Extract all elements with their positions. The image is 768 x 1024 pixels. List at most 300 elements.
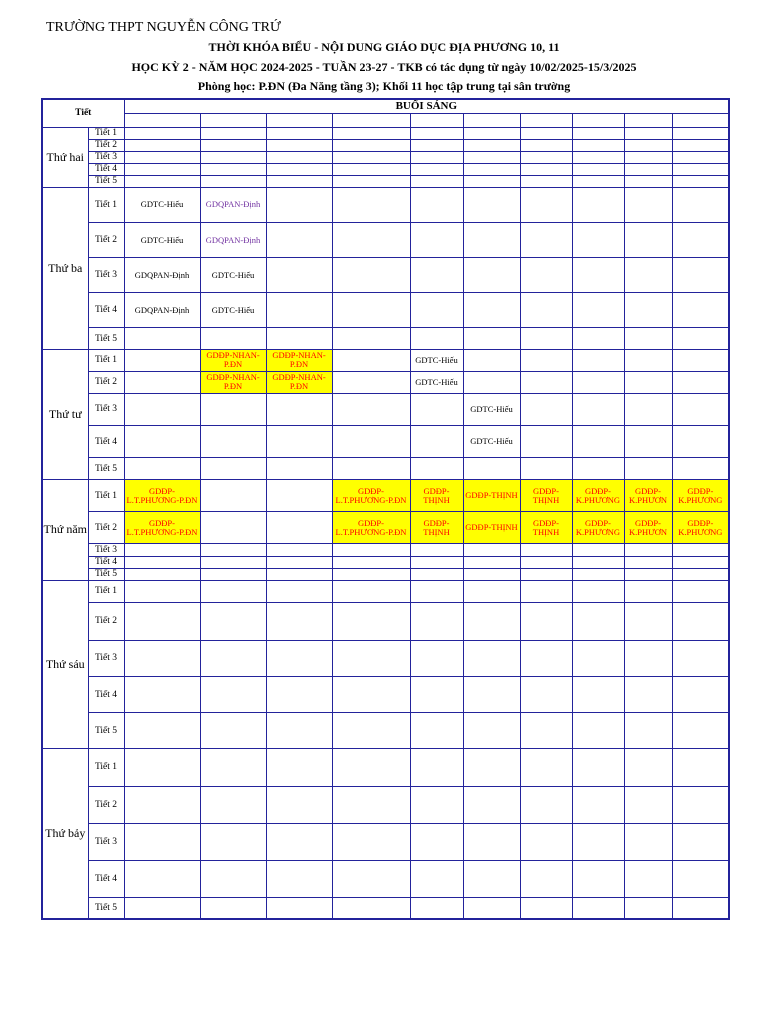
period-label: Tiết 5 bbox=[88, 328, 124, 349]
empty-cell bbox=[410, 568, 463, 580]
empty-cell bbox=[624, 139, 672, 151]
period-label: Tiết 3 bbox=[88, 258, 124, 293]
empty-cell bbox=[410, 713, 463, 749]
empty-cell bbox=[672, 425, 729, 457]
empty-cell bbox=[332, 786, 410, 823]
school-name: TRƯỜNG THPT NGUYỄN CÔNG TRỨ bbox=[46, 20, 281, 35]
empty-cell bbox=[124, 556, 200, 568]
empty-cell bbox=[200, 860, 266, 897]
empty-cell bbox=[200, 127, 266, 139]
empty-cell bbox=[200, 328, 266, 349]
empty-cell bbox=[520, 293, 572, 328]
table-row bbox=[42, 556, 729, 568]
empty-cell bbox=[266, 163, 332, 175]
table-row bbox=[42, 544, 729, 556]
empty-cell bbox=[200, 568, 266, 580]
empty-cell bbox=[624, 568, 672, 580]
empty-cell bbox=[672, 898, 729, 919]
day-label: Thứ bảy bbox=[42, 749, 88, 919]
class-cell: GDQPAN-Định bbox=[200, 223, 266, 258]
empty-cell bbox=[520, 113, 572, 127]
empty-cell bbox=[672, 293, 729, 328]
period-label: Tiết 4 bbox=[88, 677, 124, 713]
empty-cell bbox=[410, 556, 463, 568]
empty-cell bbox=[266, 544, 332, 556]
empty-cell bbox=[332, 458, 410, 480]
empty-cell bbox=[463, 786, 520, 823]
empty-cell bbox=[672, 677, 729, 713]
class-cell: GDQPAN-Định bbox=[124, 293, 200, 328]
empty-cell bbox=[410, 544, 463, 556]
empty-cell bbox=[332, 749, 410, 786]
empty-cell bbox=[520, 823, 572, 860]
empty-cell bbox=[520, 187, 572, 222]
empty-cell bbox=[266, 258, 332, 293]
empty-cell bbox=[200, 556, 266, 568]
table-row bbox=[42, 713, 729, 749]
session-header: BUỔI SÁNG bbox=[124, 99, 729, 113]
empty-cell bbox=[410, 328, 463, 349]
class-cell: GDĐP-L.T.PHƯƠNG-P.ĐN bbox=[124, 480, 200, 512]
table-row bbox=[42, 860, 729, 897]
empty-cell bbox=[124, 602, 200, 640]
empty-cell bbox=[266, 175, 332, 187]
class-cell: GDĐP-NHAN-P.ĐN bbox=[266, 349, 332, 371]
class-cell: GDĐP-THỊNH bbox=[520, 480, 572, 512]
empty-cell bbox=[672, 640, 729, 676]
empty-cell bbox=[332, 293, 410, 328]
empty-cell bbox=[410, 860, 463, 897]
empty-cell bbox=[266, 127, 332, 139]
empty-cell bbox=[672, 163, 729, 175]
empty-cell bbox=[572, 113, 624, 127]
empty-cell bbox=[200, 175, 266, 187]
period-label: Tiết 4 bbox=[88, 163, 124, 175]
empty-cell bbox=[200, 512, 266, 544]
empty-cell bbox=[200, 580, 266, 602]
period-label: Tiết 1 bbox=[88, 749, 124, 786]
table-row bbox=[42, 640, 729, 676]
empty-cell bbox=[463, 258, 520, 293]
empty-cell bbox=[124, 371, 200, 393]
period-label: Tiết 5 bbox=[88, 713, 124, 749]
empty-cell bbox=[572, 898, 624, 919]
empty-cell bbox=[672, 458, 729, 480]
empty-cell bbox=[410, 127, 463, 139]
empty-cell bbox=[410, 258, 463, 293]
table-row bbox=[42, 677, 729, 713]
empty-cell bbox=[624, 223, 672, 258]
class-cell: GDĐP-L.T.PHƯƠNG-P.ĐN bbox=[332, 512, 410, 544]
class-cell: GDTC-Hiếu bbox=[463, 425, 520, 457]
empty-cell bbox=[124, 640, 200, 676]
empty-cell bbox=[266, 898, 332, 919]
empty-cell bbox=[124, 139, 200, 151]
empty-cell bbox=[624, 580, 672, 602]
class-cell: GDĐP-THỊNH bbox=[463, 480, 520, 512]
table-row bbox=[42, 127, 729, 139]
period-label: Tiết 4 bbox=[88, 556, 124, 568]
empty-cell bbox=[200, 640, 266, 676]
empty-cell bbox=[200, 163, 266, 175]
page-title: THỜI KHÓA BIỂU - NỘI DUNG GIÁO DỤC ĐỊA PHƯƠNG 10, 11 bbox=[208, 40, 560, 54]
room-info: Phòng học: P.ĐN (Đa Năng tầng 3); Khối 11 học tập trung tại sân trường bbox=[197, 79, 571, 93]
empty-cell bbox=[572, 677, 624, 713]
table-row bbox=[42, 293, 729, 328]
day-label: Thứ hai bbox=[42, 127, 88, 187]
table-row bbox=[42, 580, 729, 602]
day-label: Thứ năm bbox=[42, 480, 88, 580]
timetable bbox=[41, 98, 730, 920]
class-cell: GDĐP-K.PHƯƠNG bbox=[672, 512, 729, 544]
table-row bbox=[42, 602, 729, 640]
header-row bbox=[42, 99, 729, 113]
table-row bbox=[42, 151, 729, 163]
empty-cell bbox=[572, 568, 624, 580]
empty-cell bbox=[200, 425, 266, 457]
empty-cell bbox=[200, 713, 266, 749]
empty-cell bbox=[463, 175, 520, 187]
empty-cell bbox=[624, 860, 672, 897]
empty-cell bbox=[332, 713, 410, 749]
empty-cell bbox=[410, 223, 463, 258]
period-label: Tiết 2 bbox=[88, 371, 124, 393]
empty-cell bbox=[572, 580, 624, 602]
empty-cell bbox=[624, 328, 672, 349]
empty-cell bbox=[266, 568, 332, 580]
empty-cell bbox=[266, 713, 332, 749]
empty-cell bbox=[124, 393, 200, 425]
empty-cell bbox=[200, 602, 266, 640]
empty-cell bbox=[463, 860, 520, 897]
period-label: Tiết 3 bbox=[88, 640, 124, 676]
empty-cell bbox=[572, 749, 624, 786]
empty-cell bbox=[266, 602, 332, 640]
empty-cell bbox=[410, 458, 463, 480]
empty-cell bbox=[332, 568, 410, 580]
empty-cell bbox=[410, 151, 463, 163]
empty-cell bbox=[332, 640, 410, 676]
empty-cell bbox=[520, 349, 572, 371]
empty-cell bbox=[266, 393, 332, 425]
timetable-body bbox=[42, 99, 729, 919]
empty-cell bbox=[124, 113, 200, 127]
period-label: Tiết 2 bbox=[88, 786, 124, 823]
empty-cell bbox=[672, 786, 729, 823]
empty-cell bbox=[520, 544, 572, 556]
empty-cell bbox=[463, 127, 520, 139]
empty-cell bbox=[266, 223, 332, 258]
period-label: Tiết 1 bbox=[88, 349, 124, 371]
empty-cell bbox=[572, 556, 624, 568]
empty-cell bbox=[266, 749, 332, 786]
empty-cell bbox=[624, 175, 672, 187]
class-cell: GDTC-Hiếu bbox=[124, 223, 200, 258]
class-cell: GDTC-Hiếu bbox=[410, 371, 463, 393]
empty-cell bbox=[572, 163, 624, 175]
empty-cell bbox=[266, 113, 332, 127]
empty-cell bbox=[332, 602, 410, 640]
empty-cell bbox=[624, 187, 672, 222]
empty-cell bbox=[572, 223, 624, 258]
table-row bbox=[42, 223, 729, 258]
empty-cell bbox=[572, 425, 624, 457]
empty-cell bbox=[624, 349, 672, 371]
empty-cell bbox=[124, 749, 200, 786]
table-row bbox=[42, 898, 729, 919]
empty-cell bbox=[410, 187, 463, 222]
empty-cell bbox=[410, 640, 463, 676]
period-label: Tiết 5 bbox=[88, 458, 124, 480]
empty-cell bbox=[572, 458, 624, 480]
empty-cell bbox=[463, 139, 520, 151]
class-cell: GDĐP-L.T.PHƯƠNG-P.ĐN bbox=[332, 480, 410, 512]
empty-cell bbox=[200, 113, 266, 127]
class-cell: GDĐP-K.PHƯƠN bbox=[624, 480, 672, 512]
empty-cell bbox=[124, 151, 200, 163]
period-label: Tiết 3 bbox=[88, 823, 124, 860]
empty-cell bbox=[463, 163, 520, 175]
empty-cell bbox=[332, 393, 410, 425]
empty-cell bbox=[624, 113, 672, 127]
empty-cell bbox=[624, 393, 672, 425]
empty-cell bbox=[463, 293, 520, 328]
empty-cell bbox=[332, 328, 410, 349]
empty-cell bbox=[624, 677, 672, 713]
period-label: Tiết 2 bbox=[88, 139, 124, 151]
empty-cell bbox=[672, 713, 729, 749]
table-row bbox=[42, 512, 729, 544]
empty-cell bbox=[624, 163, 672, 175]
empty-cell bbox=[332, 898, 410, 919]
empty-cell bbox=[332, 349, 410, 371]
empty-cell bbox=[124, 175, 200, 187]
empty-cell bbox=[410, 823, 463, 860]
empty-cell bbox=[520, 371, 572, 393]
empty-cell bbox=[463, 823, 520, 860]
empty-cell bbox=[266, 580, 332, 602]
empty-cell bbox=[332, 151, 410, 163]
empty-cell bbox=[572, 393, 624, 425]
empty-cell bbox=[520, 860, 572, 897]
empty-cell bbox=[124, 860, 200, 897]
empty-cell bbox=[624, 786, 672, 823]
header-subrow bbox=[42, 113, 729, 127]
class-cell: GDĐP-K.PHƯƠN bbox=[624, 512, 672, 544]
empty-cell bbox=[332, 425, 410, 457]
empty-cell bbox=[520, 175, 572, 187]
empty-cell bbox=[672, 544, 729, 556]
empty-cell bbox=[624, 371, 672, 393]
empty-cell bbox=[572, 293, 624, 328]
empty-cell bbox=[520, 580, 572, 602]
empty-cell bbox=[572, 823, 624, 860]
table-row bbox=[42, 187, 729, 222]
empty-cell bbox=[463, 568, 520, 580]
empty-cell bbox=[124, 677, 200, 713]
empty-cell bbox=[266, 293, 332, 328]
empty-cell bbox=[463, 458, 520, 480]
empty-cell bbox=[266, 860, 332, 897]
empty-cell bbox=[624, 293, 672, 328]
empty-cell bbox=[672, 258, 729, 293]
empty-cell bbox=[572, 371, 624, 393]
empty-cell bbox=[410, 677, 463, 713]
period-label: Tiết 5 bbox=[88, 175, 124, 187]
empty-cell bbox=[624, 258, 672, 293]
empty-cell bbox=[520, 640, 572, 676]
empty-cell bbox=[520, 677, 572, 713]
table-row bbox=[42, 258, 729, 293]
period-label: Tiết 1 bbox=[88, 127, 124, 139]
empty-cell bbox=[572, 713, 624, 749]
empty-cell bbox=[410, 163, 463, 175]
period-label: Tiết 4 bbox=[88, 860, 124, 897]
empty-cell bbox=[124, 786, 200, 823]
empty-cell bbox=[200, 139, 266, 151]
empty-cell bbox=[520, 898, 572, 919]
day-label: Thứ tư bbox=[42, 349, 88, 480]
empty-cell bbox=[266, 640, 332, 676]
table-row bbox=[42, 328, 729, 349]
empty-cell bbox=[124, 458, 200, 480]
empty-cell bbox=[410, 602, 463, 640]
table-row bbox=[42, 371, 729, 393]
table-row bbox=[42, 139, 729, 151]
period-label: Tiết 3 bbox=[88, 544, 124, 556]
empty-cell bbox=[624, 749, 672, 786]
empty-cell bbox=[624, 713, 672, 749]
period-label: Tiết 1 bbox=[88, 187, 124, 222]
empty-cell bbox=[672, 113, 729, 127]
empty-cell bbox=[672, 602, 729, 640]
empty-cell bbox=[572, 151, 624, 163]
empty-cell bbox=[463, 580, 520, 602]
period-label: Tiết 4 bbox=[88, 425, 124, 457]
table-row bbox=[42, 458, 729, 480]
empty-cell bbox=[266, 425, 332, 457]
empty-cell bbox=[410, 749, 463, 786]
day-label: Thứ sáu bbox=[42, 580, 88, 749]
class-cell: GDĐP-THỊNH bbox=[463, 512, 520, 544]
empty-cell bbox=[520, 425, 572, 457]
empty-cell bbox=[520, 713, 572, 749]
table-row bbox=[42, 749, 729, 786]
class-cell: GDTC-Hiếu bbox=[124, 187, 200, 222]
empty-cell bbox=[410, 113, 463, 127]
day-label: Thứ ba bbox=[42, 187, 88, 349]
empty-cell bbox=[410, 393, 463, 425]
table-row bbox=[42, 425, 729, 457]
empty-cell bbox=[520, 568, 572, 580]
empty-cell bbox=[572, 860, 624, 897]
table-row bbox=[42, 393, 729, 425]
empty-cell bbox=[624, 898, 672, 919]
empty-cell bbox=[624, 127, 672, 139]
period-label: Tiết 5 bbox=[88, 568, 124, 580]
empty-cell bbox=[332, 544, 410, 556]
empty-cell bbox=[624, 556, 672, 568]
empty-cell bbox=[200, 151, 266, 163]
empty-cell bbox=[672, 127, 729, 139]
empty-cell bbox=[410, 786, 463, 823]
period-label: Tiết 4 bbox=[88, 293, 124, 328]
tiet-header: Tiết bbox=[42, 99, 124, 127]
empty-cell bbox=[463, 749, 520, 786]
empty-cell bbox=[124, 127, 200, 139]
empty-cell bbox=[672, 223, 729, 258]
class-cell: GDĐP-NHAN-P.ĐN bbox=[200, 371, 266, 393]
class-cell: GDTC-Hiếu bbox=[200, 258, 266, 293]
period-label: Tiết 5 bbox=[88, 898, 124, 919]
empty-cell bbox=[332, 187, 410, 222]
empty-cell bbox=[463, 677, 520, 713]
empty-cell bbox=[332, 223, 410, 258]
empty-cell bbox=[520, 223, 572, 258]
empty-cell bbox=[266, 480, 332, 512]
empty-cell bbox=[332, 163, 410, 175]
empty-cell bbox=[410, 425, 463, 457]
class-cell: GDĐP-K.PHƯƠNG bbox=[572, 512, 624, 544]
empty-cell bbox=[520, 602, 572, 640]
empty-cell bbox=[624, 151, 672, 163]
empty-cell bbox=[520, 163, 572, 175]
empty-cell bbox=[200, 544, 266, 556]
empty-cell bbox=[520, 556, 572, 568]
empty-cell bbox=[572, 258, 624, 293]
empty-cell bbox=[266, 677, 332, 713]
empty-cell bbox=[520, 749, 572, 786]
empty-cell bbox=[572, 187, 624, 222]
empty-cell bbox=[672, 860, 729, 897]
class-cell: GDTC-Hiếu bbox=[200, 293, 266, 328]
empty-cell bbox=[410, 175, 463, 187]
empty-cell bbox=[200, 823, 266, 860]
empty-cell bbox=[463, 556, 520, 568]
class-cell: GDĐP-NHAN-P.ĐN bbox=[200, 349, 266, 371]
empty-cell bbox=[572, 349, 624, 371]
empty-cell bbox=[520, 127, 572, 139]
table-row bbox=[42, 823, 729, 860]
empty-cell bbox=[124, 163, 200, 175]
empty-cell bbox=[572, 127, 624, 139]
table-row bbox=[42, 349, 729, 371]
empty-cell bbox=[624, 823, 672, 860]
empty-cell bbox=[332, 371, 410, 393]
empty-cell bbox=[463, 113, 520, 127]
empty-cell bbox=[463, 328, 520, 349]
empty-cell bbox=[672, 151, 729, 163]
empty-cell bbox=[266, 458, 332, 480]
empty-cell bbox=[463, 151, 520, 163]
class-cell: GDQPAN-Định bbox=[124, 258, 200, 293]
empty-cell bbox=[463, 898, 520, 919]
empty-cell bbox=[672, 580, 729, 602]
empty-cell bbox=[463, 223, 520, 258]
empty-cell bbox=[572, 139, 624, 151]
empty-cell bbox=[124, 544, 200, 556]
empty-cell bbox=[463, 544, 520, 556]
empty-cell bbox=[672, 328, 729, 349]
empty-cell bbox=[672, 175, 729, 187]
empty-cell bbox=[624, 425, 672, 457]
class-cell: GDĐP-THỊNH bbox=[410, 480, 463, 512]
empty-cell bbox=[520, 458, 572, 480]
empty-cell bbox=[124, 349, 200, 371]
empty-cell bbox=[672, 371, 729, 393]
class-cell: GDĐP-NHAN-P.ĐN bbox=[266, 371, 332, 393]
empty-cell bbox=[266, 139, 332, 151]
